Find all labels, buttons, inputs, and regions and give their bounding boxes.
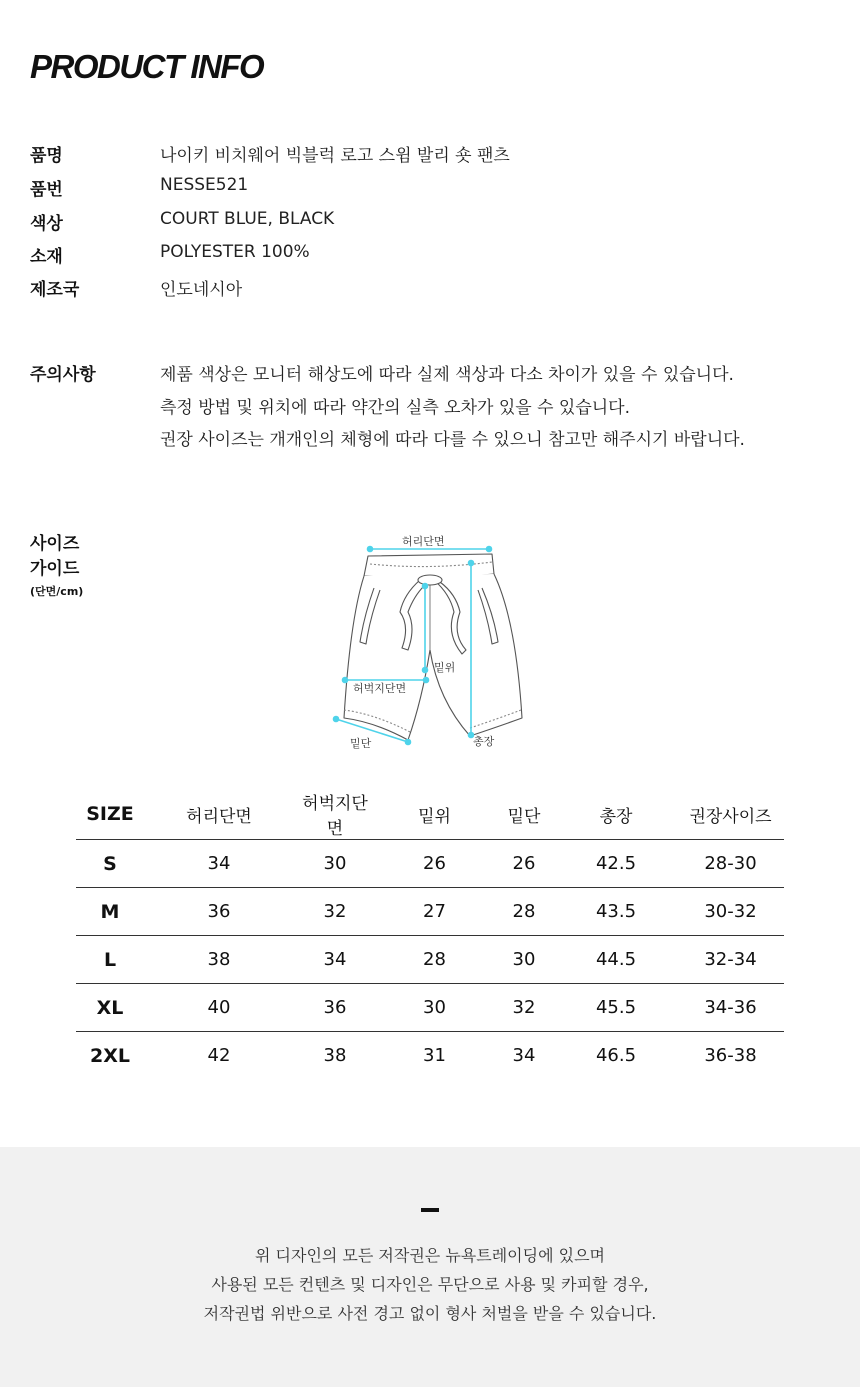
label-waist: 허리단면 [402, 535, 445, 548]
table-cell: 40 [144, 984, 294, 1032]
size-guide-unit: (단면/cm) [30, 585, 84, 598]
page-title: PRODUCT INFO [30, 48, 264, 85]
table-cell: 42 [207, 1045, 231, 1066]
table-cell: 36 [294, 984, 376, 1032]
info-label: 소재 [30, 247, 63, 267]
cell-size: L [76, 936, 144, 984]
cell-size: M [76, 888, 144, 936]
info-value: 나이키 비치웨어 빅블럭 로고 스윔 발리 숏 팬츠 [160, 146, 510, 166]
size-table [76, 789, 784, 1079]
info-label: 품번 [30, 180, 63, 200]
footer-line: 저작권법 위반으로 사전 경고 없이 형사 처벌을 받을 수 있습니다. [203, 1304, 657, 1323]
table-row [76, 984, 784, 1032]
info-value: NESSE521 [160, 175, 249, 195]
label-rise: 밑위 [434, 661, 456, 674]
notes-label: 주의사항 [30, 365, 96, 385]
info-label: 품명 [30, 146, 63, 166]
table-cell: 31 [423, 1045, 446, 1066]
table-row [76, 936, 784, 984]
table-cell: 28-30 [677, 840, 784, 888]
table-cell: 28 [493, 888, 555, 936]
info-value: POLYESTER 100% [160, 242, 310, 262]
label-length: 총장 [473, 735, 495, 748]
table-cell: 30-32 [677, 888, 784, 936]
footer-divider [421, 1208, 439, 1212]
note-line: 제품 색상은 모니터 해상도에 따라 실제 색상과 다소 차이가 있을 수 있습니다. [160, 365, 734, 385]
table-cell: 34-36 [677, 984, 784, 1032]
size-guide-title-line1: 사이즈 [30, 534, 80, 554]
footer-line: 사용된 모든 컨텐츠 및 디자인은 무단으로 사용 및 카피할 경우, [211, 1275, 649, 1294]
header-length: 총장 [555, 789, 677, 840]
table-cell: 38 [144, 936, 294, 984]
table-cell: 34 [294, 936, 376, 984]
table-cell: 26 [493, 840, 555, 888]
info-value: COURT BLUE, BLACK [160, 209, 335, 229]
table-cell: 42.5 [555, 840, 677, 888]
info-label: 제조국 [30, 280, 80, 300]
table-cell: 32 [294, 888, 376, 936]
table-cell: 34 [512, 1045, 536, 1066]
header-thigh: 허벅지단면 [294, 789, 376, 840]
cell-size: S [76, 840, 144, 888]
table-header-row [76, 789, 784, 840]
header-size: SIZE [76, 789, 144, 840]
table-cell: 38 [323, 1045, 347, 1066]
table-cell: 46.5 [595, 1045, 637, 1066]
label-hem: 밑단 [350, 737, 372, 750]
size-guide-title-line2: 가이드 [30, 559, 80, 579]
table-cell: 36-38 [704, 1045, 757, 1066]
table-cell: 30 [294, 840, 376, 888]
size-guide-title [30, 532, 120, 582]
note-line: 측정 방법 및 위치에 따라 약간의 실측 오차가 있을 수 있습니다. [160, 398, 630, 418]
cell-size: XL [76, 984, 144, 1032]
table-cell: 34 [144, 840, 294, 888]
table-cell: 45.5 [555, 984, 677, 1032]
cell-size: 2XL [90, 1044, 130, 1067]
table-cell: 32-34 [677, 936, 784, 984]
shorts-outline-icon [344, 554, 522, 740]
table-cell: 30 [376, 984, 493, 1032]
footer-line: 위 디자인의 모든 저작권은 뉴욕트레이딩에 있으며 [254, 1246, 605, 1265]
header-rise: 밑위 [376, 789, 493, 840]
label-thigh: 허벅지단면 [353, 682, 407, 695]
copyright-footer [0, 1147, 860, 1387]
table-cell: 43.5 [555, 888, 677, 936]
header-waist: 허리단면 [144, 789, 294, 840]
table-row [76, 1032, 784, 1080]
shorts-measurement-diagram [330, 530, 530, 760]
table-cell: 28 [376, 936, 493, 984]
table-row [76, 888, 784, 936]
table-cell: 44.5 [555, 936, 677, 984]
table-cell: 36 [144, 888, 294, 936]
header-recommended: 권장사이즈 [677, 789, 784, 840]
table-cell: 30 [493, 936, 555, 984]
note-line: 권장 사이즈는 개개인의 체형에 따라 다를 수 있으니 참고만 해주시기 바랍니다. [160, 430, 745, 450]
table-cell: 27 [376, 888, 493, 936]
info-value: 인도네시아 [160, 280, 243, 300]
header-hem: 밑단 [493, 789, 555, 840]
table-row [76, 840, 784, 888]
table-cell: 32 [493, 984, 555, 1032]
table-cell: 26 [376, 840, 493, 888]
info-label: 색상 [30, 214, 63, 234]
